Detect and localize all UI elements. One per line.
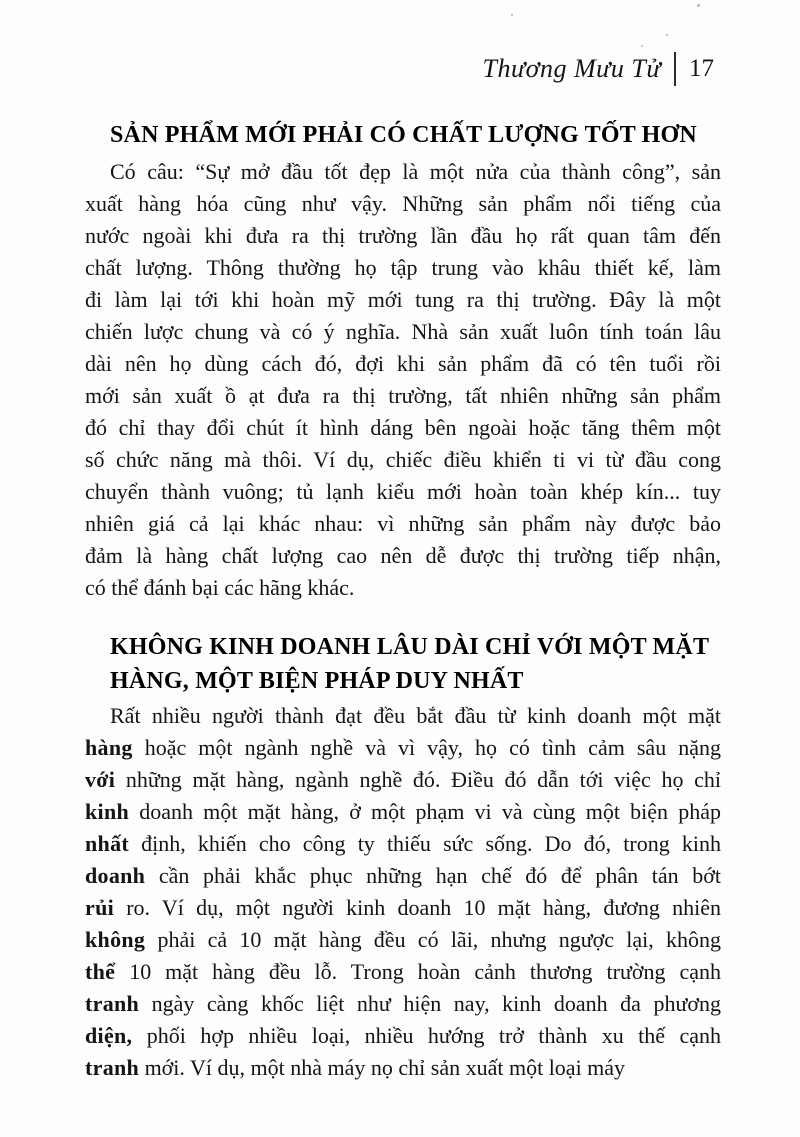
text-line: mới sản xuất ồ ạt đưa ra thị trường, tất nhiên những sản phẩm bbox=[85, 383, 721, 408]
section-heading-diversify-business bbox=[110, 630, 740, 698]
text-line: với những mặt hàng, ngành nghề đó. Điều đó dẫn tới việc họ chỉ bbox=[85, 767, 721, 792]
text-line: diện, phối hợp nhiều loại, nhiều hướng trở thành xu thế cạnh bbox=[85, 1023, 721, 1048]
text-line: rủi ro. Ví dụ, một người kinh doanh 10 mặt hàng, đương nhiên bbox=[85, 895, 721, 920]
text-line: KHÔNG KINH DOANH LÂU DÀI CHỈ VỚI MỘT MẶT bbox=[110, 634, 710, 660]
header-divider bbox=[674, 52, 676, 86]
text-line: tranh ngày càng khốc liệt như hiện nay, kinh doanh đa phương bbox=[85, 991, 721, 1016]
book-title: Thương Mưu Tử bbox=[482, 54, 661, 83]
text-line: đó chỉ thay đổi chút ít hình dáng bên ngoài hoặc tăng thêm một bbox=[85, 415, 721, 440]
text-line: kinh doanh một mặt hàng, ở một phạm vi và cùng một biện pháp bbox=[85, 799, 721, 824]
section-paragraph-diversify-business bbox=[85, 700, 721, 1084]
text-line: có thể đánh bại các hãng khác. bbox=[85, 575, 355, 600]
text-line: đi làm lại tới khi hoàn mỹ mới tung ra thị trường. Đây là một bbox=[85, 287, 721, 312]
text-line: Có câu: “Sự mở đầu tốt đẹp là một nửa của thành công”, sản bbox=[110, 159, 721, 184]
page-number: 17 bbox=[689, 55, 714, 82]
scan-speck bbox=[666, 34, 668, 36]
section-heading-product-quality bbox=[110, 118, 740, 152]
text-line: nhất định, khiến cho công ty thiếu sức sống. Do đó, trong kinh bbox=[85, 831, 721, 856]
text-line: chiến lược chung và có ý nghĩa. Nhà sản xuất luôn tính toán lâu bbox=[85, 319, 721, 344]
text-line: số chức năng mà thôi. Ví dụ, chiếc điều khiển ti vi từ đầu cong bbox=[85, 447, 721, 472]
text-line: dài nên họ dùng cách đó, đợi khi sản phẩm đã có tên tuổi rồi bbox=[85, 351, 721, 376]
text-line: HÀNG, MỘT BIỆN PHÁP DUY NHẤT bbox=[110, 668, 524, 694]
scan-speck bbox=[641, 45, 643, 47]
text-line: doanh cần phải khắc phục những hạn chế đó để phân tán bớt bbox=[85, 863, 721, 888]
text-line: nước ngoài khi đưa ra thị trường lần đầu họ rất quan tâm đến bbox=[85, 223, 721, 248]
text-line: chuyển thành vuông; tủ lạnh kiểu mới hoàn toàn khép kín... tuy bbox=[85, 479, 721, 504]
section-paragraph-product-quality bbox=[85, 156, 721, 604]
text-line: tranh mới. Ví dụ, một nhà máy nọ chỉ sản xuất một loại máy bbox=[85, 1055, 626, 1080]
scan-speck bbox=[511, 14, 513, 16]
text-line: đảm là hàng chất lượng cao nên dễ được thị trường tiếp nhận, bbox=[85, 543, 721, 568]
text-line: hàng hoặc một ngành nghề và vì vậy, họ có tình cảm sâu nặng bbox=[85, 735, 721, 760]
text-line: SẢN PHẨM MỚI PHẢI CÓ CHẤT LƯỢNG TỐT HƠN bbox=[110, 122, 697, 148]
scan-speck bbox=[697, 4, 700, 7]
text-line: Rất nhiều người thành đạt đều bắt đầu từ kinh doanh một mặt bbox=[110, 703, 721, 728]
text-line: nhiên giá cả lại khác nhau: vì những sản phẩm này được bảo bbox=[85, 511, 721, 536]
running-header bbox=[483, 52, 715, 86]
text-line: không phải cả 10 mặt hàng đều có lãi, nhưng ngược lại, không bbox=[85, 927, 721, 952]
text-line: chất lượng. Thông thường họ tập trung vào khâu thiết kế, làm bbox=[85, 255, 721, 280]
text-line: thể 10 mặt hàng đều lỗ. Trong hoàn cảnh thương trường cạnh bbox=[85, 959, 721, 984]
text-line: xuất hàng hóa cũng như vậy. Những sản phẩm nổi tiếng của bbox=[85, 191, 721, 216]
